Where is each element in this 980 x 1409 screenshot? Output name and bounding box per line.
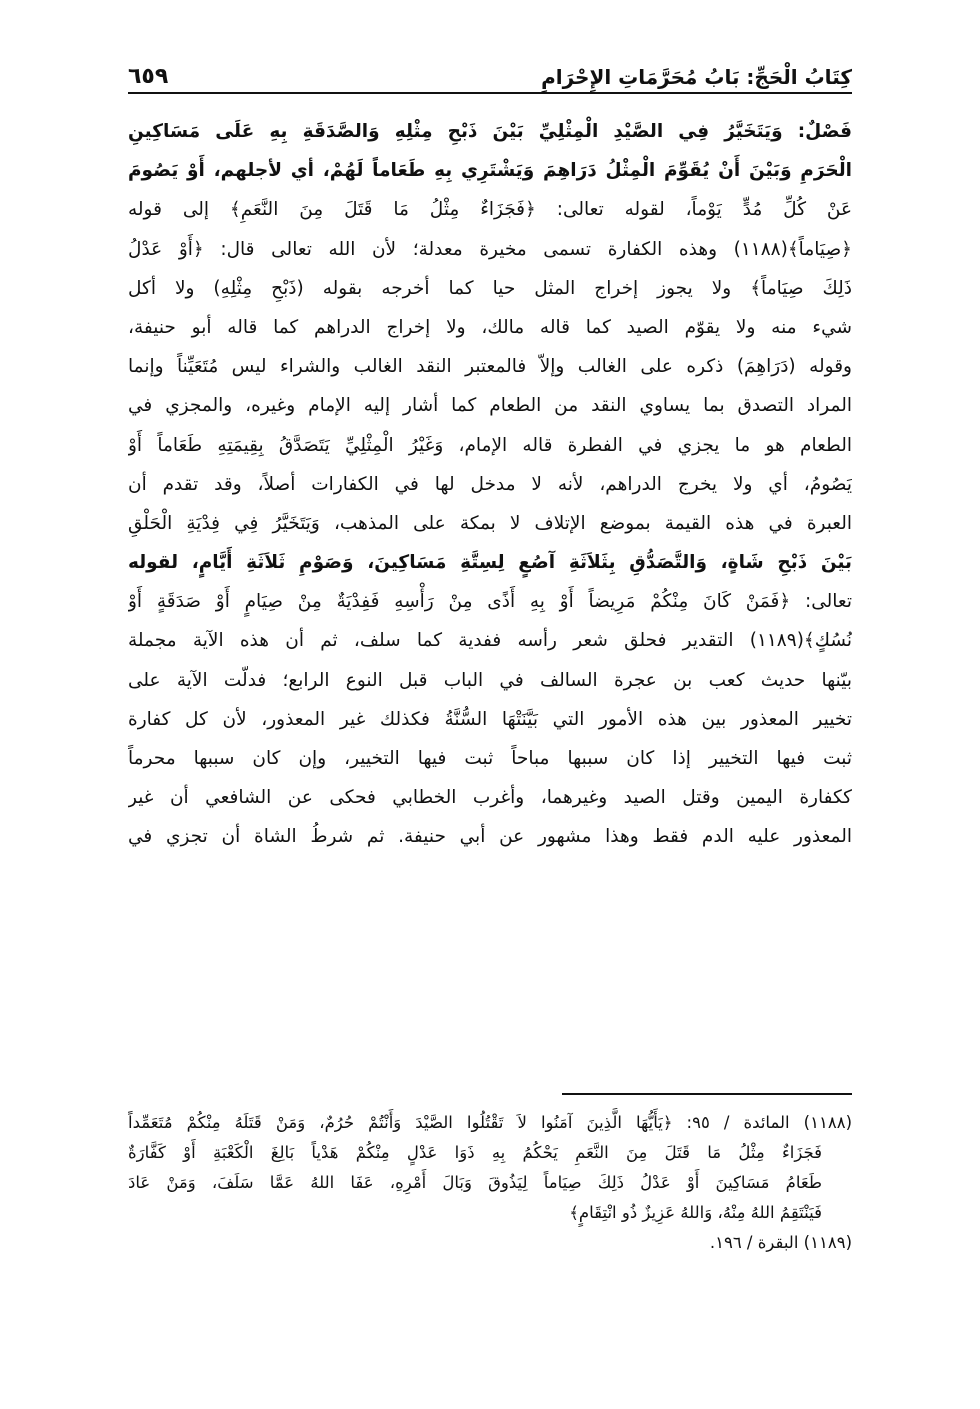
- body-line: تخيير المعذور بين هذه الأمور التي بَيَّنَتْهَا السُّنَّةُ فكذلك غير المعذور، لأن كل كفارة: [128, 708, 852, 730]
- body-line: عَنْ كُلِّ مُدٍّ يَوْماً، لقوله تعالى: ﴿فَجَزَاءٌ مِثْلُ مَا قَتَلَ مِنَ النَّعَمِ﴾ إلى قوله: [128, 199, 852, 221]
- footnotes: [128, 1108, 852, 1258]
- body-line: ككفارة اليمين وقتل الصيد وغيرهما، وأغرب الخطابي فحكى عن الشافعي أن غير: [128, 787, 852, 809]
- body-line: بيّنها حديث كعب بن عجرة السالف في الباب قبل النوع الرابع؛ فدلّت الآية على: [128, 669, 852, 691]
- body-line: الْحَرَمِ وَبَيْنَ أَنْ يُقَوِّمَ الْمِثْلُ دَرَاهِمَ وَيَشْتَرِي بِهِ طَعَاماً لَهُمْ، أي لأجلهم، أَوْ يَصُومَ: [128, 160, 852, 182]
- footnote-line: (١١٨٩) البقرة / ١٩٦.: [709, 1233, 852, 1252]
- footnote-line: فَيَنْتَقِمُ اللهُ مِنْهُ، وَاللهُ عَزِيزٌ ذُو انْتِقَامٍ﴾: [569, 1203, 822, 1222]
- running-title: كِتَابُ الْحَجِّ: بَابُ مُحَرَّمَاتِ الإِحْرَامِ: [541, 65, 852, 89]
- body-line: الطعام هو ما يجزي في الفطرة قاله الإمام، وَغَيْرُ الْمِثْلِيِّ يَتَصَدَّقُ بِقِيمَتِهِ طَعَاماً أَوْ: [128, 434, 852, 456]
- body-line: يَصُومُ، أي ولا يخرج الدراهم، لأنه لا مدخل لها في الكفارات أصلاً، وقد تقدم أن: [128, 473, 852, 495]
- body-line: تعالى: ﴿فَمَنْ كَانَ مِنْكُمْ مَرِيضاً أَوْ بِهِ أَذًى مِنْ رَأْسِهِ فَفِدْيَةٌ مِنْ صِيَامٍ أَوْ صَدَقَةٍ أَوْ: [128, 591, 852, 613]
- body-line: المعذور عليه الدم فقط وهذا مشهور عن أبي حنيفة. ثم شرطُ الشاة أن تجزي في: [128, 826, 852, 848]
- body-line: نُسُكٍ﴾(١١٨٩) التقدير فحلق شعر رأسه ففدية كما سلف، ثم أن هذه الآية مجملة: [128, 630, 852, 652]
- body-line: العبرة في هذه القيمة بموضع الإتلاف لا بمكة على المذهب، وَيَتَخَيَّرُ فِي فِدْيَةِ الْحَلْقِ: [128, 512, 852, 534]
- footnote-line: طَعَامُ مَسَاكِينَ أَوْ عَدْلُ ذَلِكَ صِيَاماً لِيَذُوقَ وَبَالَ أَمْرِهِ، عَفَا اللهُ عَمَّا سَلَفَ، وَمَنْ عَادَ: [128, 1173, 822, 1192]
- body-line: المراد التصدق بما يساوي النقد من الطعام كما أشار إليه الإمام وغيره، والمجزي في: [128, 395, 852, 417]
- footnote-line: (١١٨٨) المائدة / ٩٥: ﴿يَأَيُّهَا الَّذِينَ آمَنُوا لاَ تَقْتُلُوا الصَّيْدَ وَأَنْتُمْ حُرُمٌ، وَمَنْ قَتَلَهُ مِنْكُمْ مُتَعَمِّداً: [128, 1113, 852, 1132]
- body-line: ذَلِكَ صِيَاماً﴾ ولا يجوز إخراج المثل حيا كما أخرجه بقوله (ذَبْحِ مِثْلِهِ) ولا أكل: [128, 277, 852, 299]
- body-line: وقوله (دَرَاهِمَ) ذكره على الغالب وإلاّ فالمعتبر النقد الغالب والشراء ليس مُتَعَيِّناً وإنما: [128, 356, 852, 378]
- body-text: [128, 112, 852, 1072]
- body-line: بَيْنَ ذَبْحِ شَاةٍ، وَالتَّصَدُّقِ بِثَلاَثَةِ آصُعٍ لِسِتَّةِ مَسَاكِينَ، وَصَوْمِ ثَلاَثَةِ أَيَّامٍ، لقوله: [128, 552, 852, 574]
- footnote-separator: [562, 1093, 852, 1095]
- footnote-line: فَجَزَاءٌ مِثْلُ مَا قَتَلَ مِنَ النَّعَمِ يَحْكُمُ بِهِ ذَوَا عَدْلٍ مِنْكُمْ هَدْياً بَالِغَ الْكَعْبَةِ أَوْ كَفَّارَةٌ: [128, 1143, 822, 1162]
- page-number: ٦٥٩: [128, 64, 169, 89]
- body-line: فَصْلٌ: وَيَتَخَيَّرُ فِي الصَّيْدِ الْمِثْلِيِّ بَيْنَ ذَبْحِ مِثْلِهِ وَالصَّدَقَةِ بِهِ عَلَى مَسَاكِينِ: [128, 121, 852, 142]
- body-line: ﴿صِيَاماً﴾(١١٨٨) وهذه الكفارة تسمى مخيرة معدلة؛ لأن الله تعالى قال: ﴿أَوْ عَدْلُ: [128, 238, 852, 260]
- body-line: شيء منه ولا يقوّم الصيد كما قاله مالك، ولا إخراج الدراهم كما قاله أبو حنيفة،: [128, 316, 852, 338]
- running-header: [128, 52, 852, 94]
- body-line: ثبت فيها التخيير إذا كان سببها مباحاً ثبت فيها التخيير، وإن كان سببها محرماً: [128, 748, 852, 769]
